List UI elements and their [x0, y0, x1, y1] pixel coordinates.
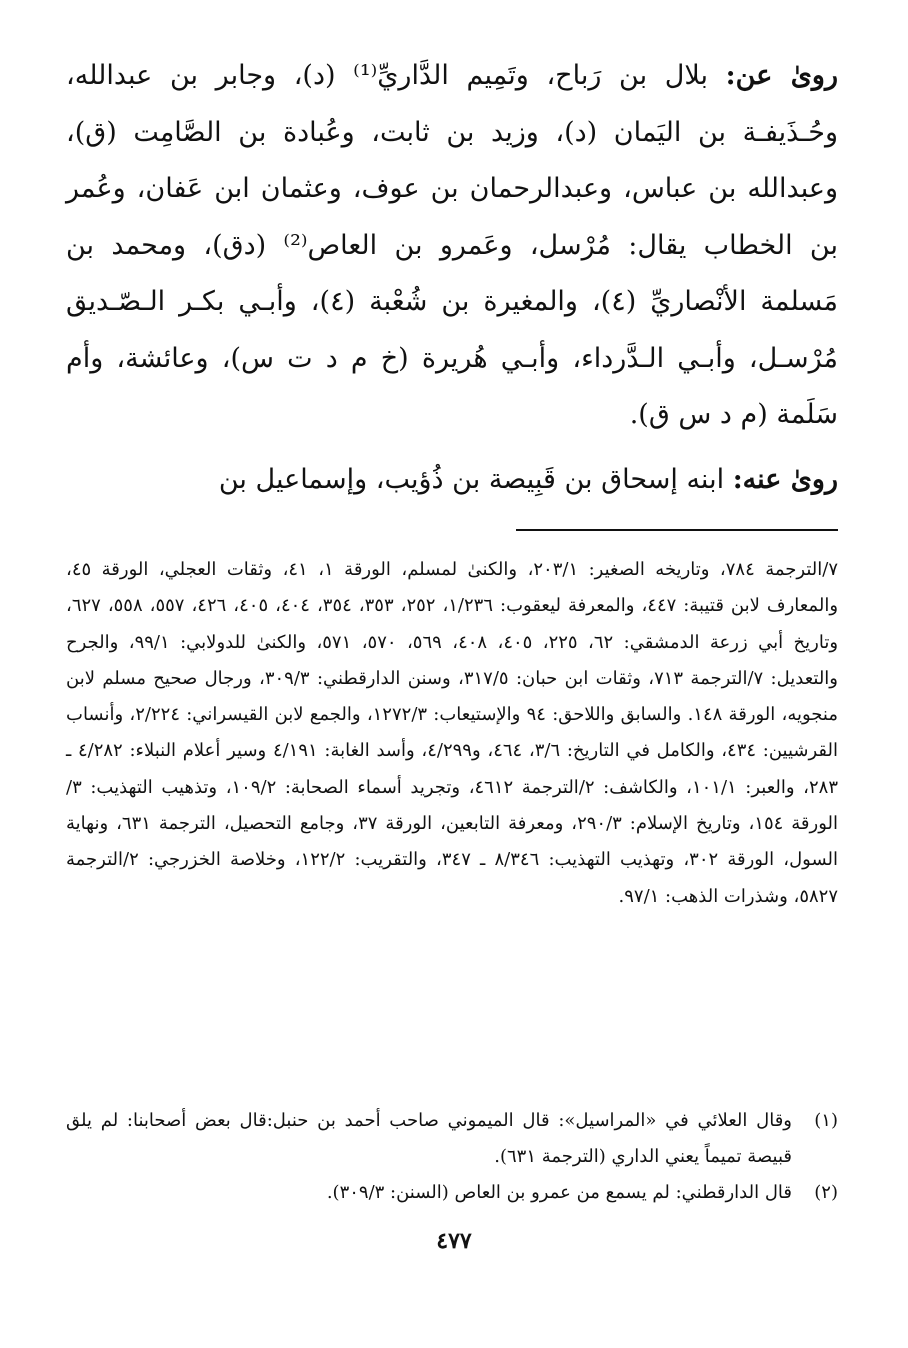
footnote-2 [66, 1175, 838, 1211]
footnote-text: قال الدارقطني: لم يسمع من عمرو بن العاص (السنن: ٣٠٩/٣). [326, 1182, 792, 1203]
main-text [66, 48, 838, 508]
references-block [66, 552, 838, 915]
footnote-number: (١) [814, 1110, 838, 1131]
narrated-from-paragraph [66, 48, 838, 444]
narrated-from-text: بلال بن رَباح، وتَمِيم الدَّاريِّ⁽¹⁾ (د)، وجابر بن عبدالله، وحُـذَيفـة بن اليَمان (د)، وزيد بن ثابت، وعُبادة بن الصَّامِت (ق)، وعبدالله بن عباس، وعبدالرحمان بن عوف، وعثمان ابن عَفان، وعُمر بن الخطاب يقال: مُرْسل، وعَمرو بن العاص⁽²⁾ (دق)، ومحمد بن مَسلمة الأنْصاريِّ (٤)، والمغيرة بن شُعْبة (٤)، وأبـي بكـر الـصّـديق مُرْسـل، وأبـي الـدَّرداء، وأبـي هُريرة (خ م د ت س)، وعائشة، وأم سَلَمة (م د س ق). [66, 60, 839, 430]
footnote-1 [66, 1103, 838, 1175]
narrated-from-label: روىٰ عن: [725, 60, 838, 91]
footnote-text: وقال العلائي في «المراسيل»: قال الميموني صاحب أحمد بن حنبل:قال بعض أصحابنا: لم يلق قبيصة تميماً يعني الداري (الترجمة ٦٣١). [66, 1110, 792, 1167]
footnote-number: (٢) [814, 1182, 838, 1203]
narrated-by-paragraph [66, 452, 838, 509]
footnote-separator [516, 529, 838, 531]
footnotes [66, 1103, 838, 1211]
references-text: ٧/الترجمة ٧٨٤، وتاريخه الصغير: ٢٠٣/١، والكنىٰ لمسلم، الورقة ١، ٤١، وثقات العجلي، الورقة ٤٥، والمعارف لابن قتيبة: ٤٤٧، والمعرفة ليعقوب: ١/٢٣٦، ٢٥٢، ٣٥٣، ٣٥٤، ٤٠٤، ٤٠٥، ٤٢٦، ٥٥٧، ٥٥٨، ٦٢٧، وتاريخ أبي زرعة الدمشقي: ٦٢، ٢٢٥، ٤٠٥، ٤٠٨، ٥٦٩، ٥٧٠، ٥٧١، والكنىٰ للدولابي: ٩٩/١، والجرح والتعديل: ٧/الترجمة ٧١٣، وثقات ابن حبان: ٣١٧/٥، وسنن الدارقطني: ٣٠٩/٣، ورجال صحيح مسلم لابن منجويه، الورقة ١٤٨. والسابق واللاحق: ٩٤ والإستيعاب: ١٢٧٢/٣، والجمع لابن القيسراني: ٢/٢٢٤، وأنساب القرشيين: ٤٣٤، والكامل في التاريخ: ٣/٦، ٤٦٤، و٤/٢٩٩، وأسد الغابة: ٤/١٩١ وسير أعلام النبلاء: ٤/٢٨٢ ـ ٢٨٣، والعبر: ١٠١/١، والكاشف: ٢/الترجمة ٤٦١٢، وتجريد أسماء الصحابة: ١٠٩/٢، وتذهيب التهذيب: ٣/الورقة ١٥٤، وتاريخ الإسلام: ٢٩٠/٣، ومعرفة التابعين، الورقة ٣٧، وجامع التحصيل، الترجمة ٦٣١، ونهاية السول، الورقة ٣٠٢، وتهذيب التهذيب: ٨/٣٤٦ ـ ٣٤٧، والتقريب: ١٢٢/٢، وخلاصة الخزرجي: ٢/الترجمة ٥٨٢٧، وشذرات الذهب: ٩٧/١. [66, 559, 839, 907]
narrated-by-text: ابنه إسحاق بن قَبِيصة بن ذُؤيب، وإسماعيل بن [218, 463, 733, 495]
narrated-by-label: روىٰ عنه: [732, 463, 838, 495]
page-number: ٤٧٧ [436, 1228, 472, 1254]
